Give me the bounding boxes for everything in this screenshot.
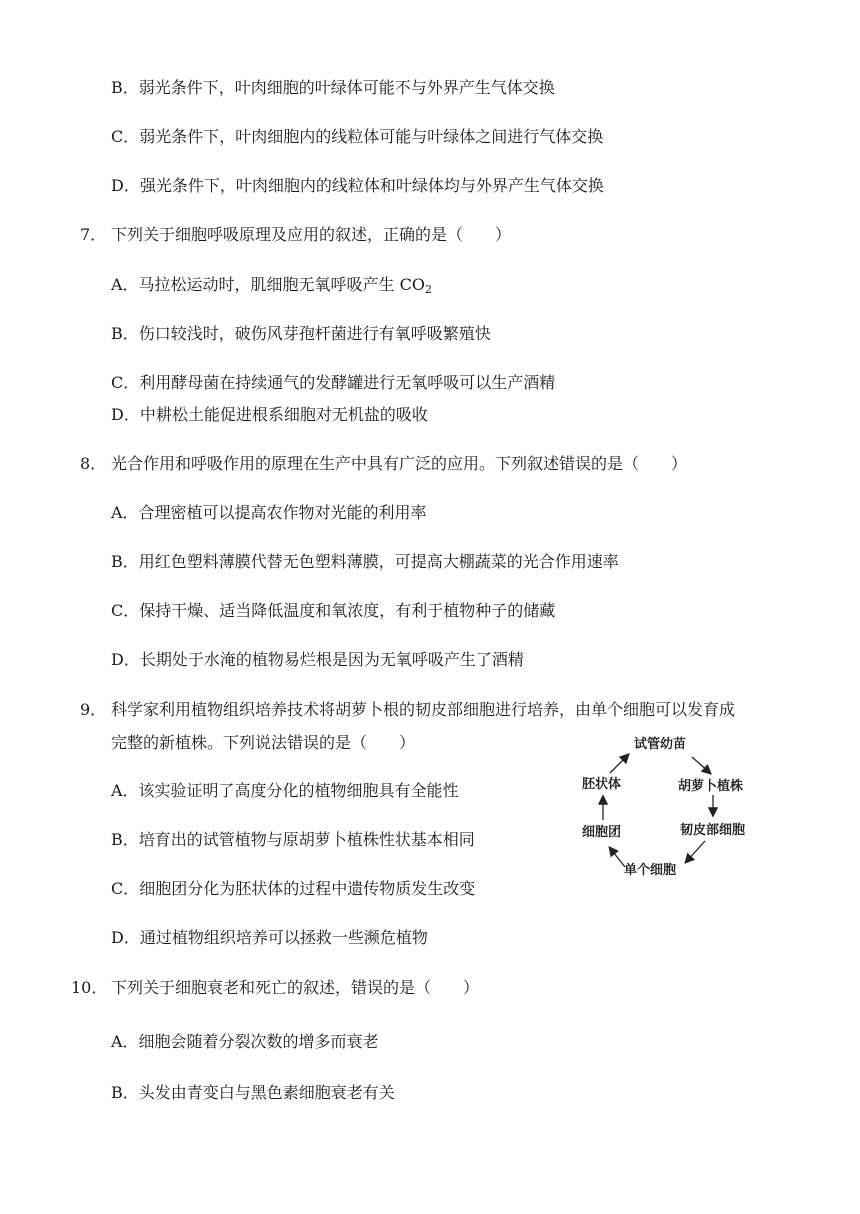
q7-option-a-text: A．马拉松运动时，肌细胞无氧呼吸产生 CO <box>111 275 426 294</box>
q9-stem-line1: 科学家利用植物组织培养技术将胡萝卜根的韧皮部细胞进行培养，由单个细胞可以发育成 <box>111 700 736 719</box>
node-embryoid: 胚状体 <box>582 777 622 792</box>
tissue-culture-cycle-diagram <box>570 735 770 885</box>
q7-stem: 下列关于细胞呼吸原理及应用的叙述，正确的是（ ） <box>111 225 512 244</box>
q8-option-c: C．保持干燥、适当降低温度和氧浓度，有利于植物种子的储藏 <box>111 601 556 620</box>
node-test-tube-seedling: 试管幼苗 <box>634 737 687 752</box>
q6-option-c: C．弱光条件下，叶肉细胞内的线粒体可能与叶绿体之间进行气体交换 <box>111 127 604 146</box>
q8-option-b: B．用红色塑料薄膜代替无色塑料薄膜，可提高大棚蔬菜的光合作用速率 <box>111 552 619 571</box>
q9-stem-line2: 完整的新植株。下列说法错误的是（ ） <box>111 733 416 752</box>
q9-option-d: D．通过植物组织培养可以拯救一些濒危植物 <box>111 928 428 947</box>
q9-option-b: B．培育出的试管植物与原胡萝卜植株性状基本相同 <box>111 830 475 849</box>
q8-option-a: A．合理密植可以提高农作物对光能的利用率 <box>111 503 427 522</box>
q10-option-b: B．头发由青变白与黑色素细胞衰老有关 <box>111 1083 395 1102</box>
q7-option-a-subscript: 2 <box>425 283 433 296</box>
q10-option-a: A．细胞会随着分裂次数的增多而衰老 <box>111 1032 379 1051</box>
q8-number: 8． <box>80 454 107 473</box>
arrow-seedling-to-plant <box>692 757 710 773</box>
q7-option-d: D．中耕松土能促进根系细胞对无机盐的吸收 <box>111 405 428 424</box>
q7-number: 7． <box>80 225 107 244</box>
node-single-cell: 单个细胞 <box>624 863 677 878</box>
q7-option-c: C．利用酵母菌在持续通气的发酵罐进行无氧呼吸可以生产酒精 <box>111 373 556 392</box>
arrow-single-cell-to-cluster <box>610 848 625 867</box>
q6-option-b: B．弱光条件下，叶肉细胞的叶绿体可能不与外界产生气体交换 <box>111 78 555 97</box>
node-carrot-plant: 胡萝卜植株 <box>678 779 744 794</box>
q8-option-d: D．长期处于水淹的植物易烂根是因为无氧呼吸产生了酒精 <box>111 650 524 669</box>
q10-number: 10． <box>71 978 108 997</box>
arrow-embryoid-to-seedling <box>610 755 628 773</box>
q7-option-a <box>111 275 432 295</box>
q9-number: 9． <box>80 700 107 719</box>
q6-option-d: D．强光条件下，叶肉细胞内的线粒体和叶绿体均与外界产生气体交换 <box>111 176 604 195</box>
q9-option-c: C．细胞团分化为胚状体的过程中遗传物质发生改变 <box>111 879 476 898</box>
q7-option-b: B．伤口较浅时，破伤风芽孢杆菌进行有氧呼吸繁殖快 <box>111 324 491 343</box>
node-phloem-cell: 韧皮部细胞 <box>680 823 746 838</box>
arrow-phloem-to-single-cell <box>686 841 705 862</box>
q10-stem: 下列关于细胞衰老和死亡的叙述，错误的是（ ） <box>111 978 480 997</box>
q8-stem: 光合作用和呼吸作用的原理在生产中具有广泛的应用。下列叙述错误的是（ ） <box>111 454 688 473</box>
node-cell-cluster: 细胞团 <box>582 825 622 840</box>
q9-option-a: A．该实验证明了高度分化的植物细胞具有全能性 <box>111 781 459 800</box>
